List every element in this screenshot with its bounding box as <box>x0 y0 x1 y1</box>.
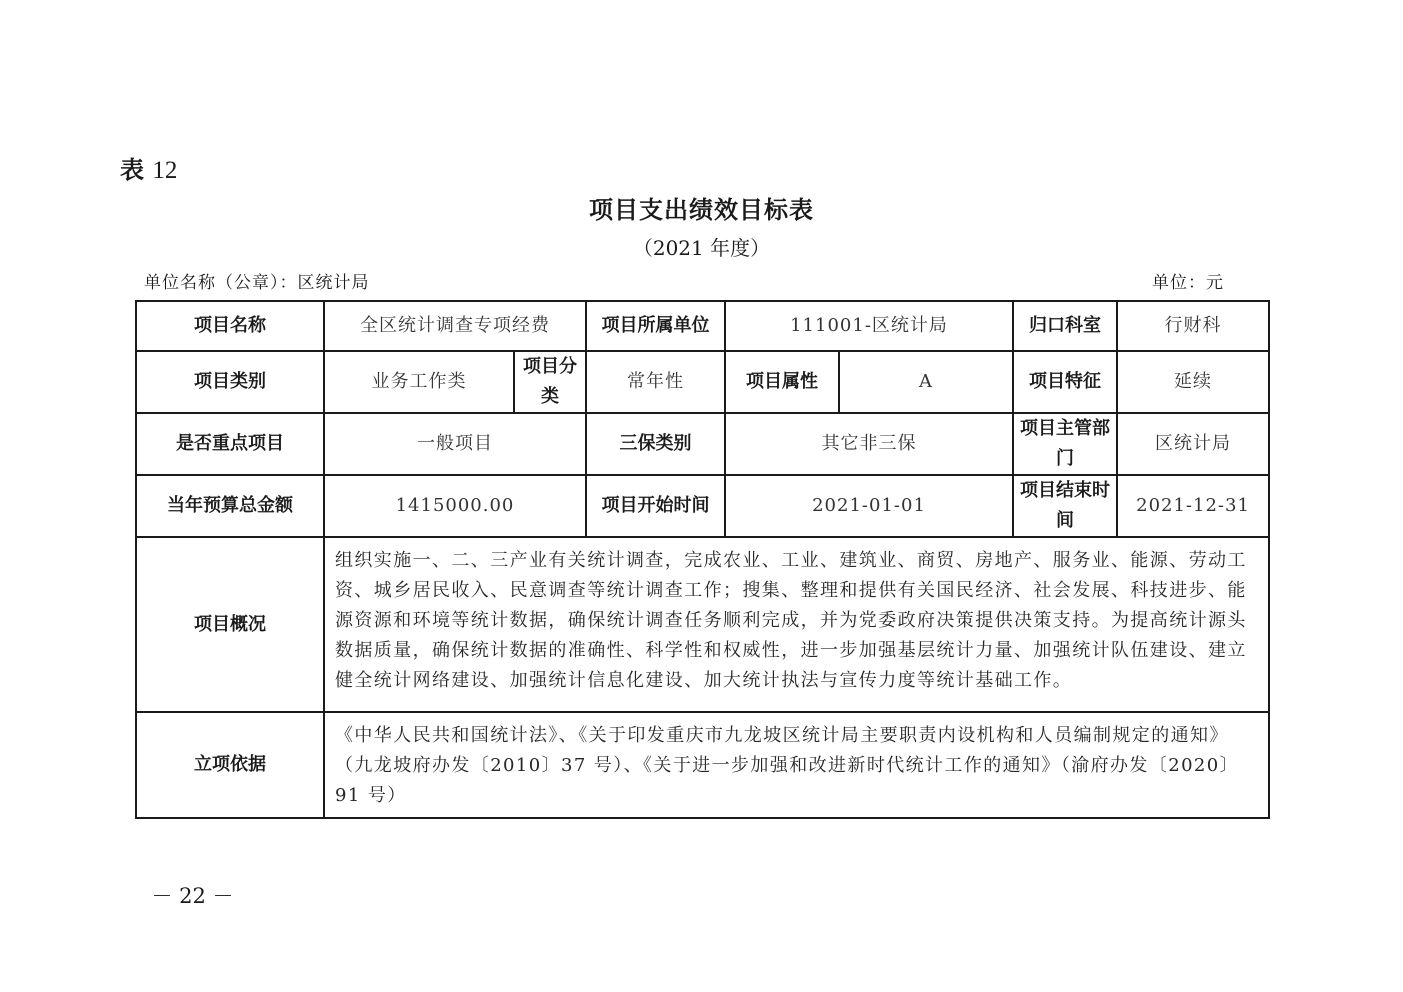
key-project-value: 一般项目 <box>324 413 586 475</box>
office-label: 归口科室 <box>1013 301 1117 351</box>
table-row <box>136 351 1269 413</box>
table-row <box>136 413 1269 475</box>
page-number: － 22 － <box>151 884 234 908</box>
feature-value: 延续 <box>1117 351 1269 413</box>
feature-label: 项目特征 <box>1013 351 1117 413</box>
start-date-label: 项目开始时间 <box>586 475 725 537</box>
classification-value: 常年性 <box>586 351 725 413</box>
overview-text: 组织实施一、二、三产业有关统计调查，完成农业、工业、建筑业、商贸、房地产、服务业、能源、劳动工资、城乡居民收入、民意调查等统计调查工作；搜集、整理和提供有关国民经济、社会发展、科技进步、能源资源和环境等统计数据，确保统计调查任务顺利完成，并为党委政府决策提供决策支持。为提高统计源头数据质量，确保统计数据的准确性、科学性和权威性，进一步加强基层统计力量、加强统计队伍建设、建立健全统计网络建设、加强统计信息化建设、加大统计执法与宣传力度等统计基础工作。 <box>324 537 1269 712</box>
table-row <box>136 712 1269 818</box>
unit-name: 单位名称（公章）：区统计局 <box>144 273 370 293</box>
table-label-number: 12 <box>152 157 178 184</box>
end-date-label: 项目结束时间 <box>1013 475 1117 537</box>
dept-value: 区统计局 <box>1117 413 1269 475</box>
owner-unit-label: 项目所属单位 <box>586 301 725 351</box>
budget-label: 当年预算总金额 <box>136 475 324 537</box>
overview-label: 项目概况 <box>136 537 324 712</box>
table-label <box>120 150 177 185</box>
end-date-value: 2021-12-31 <box>1117 475 1269 537</box>
performance-target-table <box>135 300 1270 819</box>
table-label-prefix: 表 <box>120 156 144 184</box>
unit-currency: 单位：元 <box>1152 273 1224 293</box>
attribute-value: A <box>839 351 1013 413</box>
basis-label: 立项依据 <box>136 712 324 818</box>
basis-text: 《中华人民共和国统计法》、《关于印发重庆市九龙坡区统计局主要职责内设机构和人员编制规定的通知》（九龙坡府办发〔2010〕37 号）、《关于进一步加强和改进新时代统计工作的通知》（渝府办发〔2020〕91 号） <box>324 712 1269 818</box>
category-value: 业务工作类 <box>324 351 514 413</box>
budget-value: 1415000.00 <box>324 475 586 537</box>
table-row <box>136 475 1269 537</box>
three-guarantees-value: 其它非三保 <box>725 413 1013 475</box>
table-row <box>136 301 1269 351</box>
category-label: 项目类别 <box>136 351 324 413</box>
key-project-label: 是否重点项目 <box>136 413 324 475</box>
document-subtitle: （2021 年度） <box>632 236 771 260</box>
office-value: 行财科 <box>1117 301 1269 351</box>
start-date-value: 2021-01-01 <box>725 475 1013 537</box>
attribute-label: 项目属性 <box>725 351 839 413</box>
owner-unit-value: 111001-区统计局 <box>725 301 1013 351</box>
dept-label: 项目主管部门 <box>1013 413 1117 475</box>
table-row <box>136 537 1269 712</box>
three-guarantees-label: 三保类别 <box>586 413 725 475</box>
document-title: 项目支出绩效目标表 <box>589 196 814 224</box>
classification-label: 项目分类 <box>514 351 586 413</box>
project-name-value: 全区统计调查专项经费 <box>324 301 586 351</box>
project-name-label: 项目名称 <box>136 301 324 351</box>
